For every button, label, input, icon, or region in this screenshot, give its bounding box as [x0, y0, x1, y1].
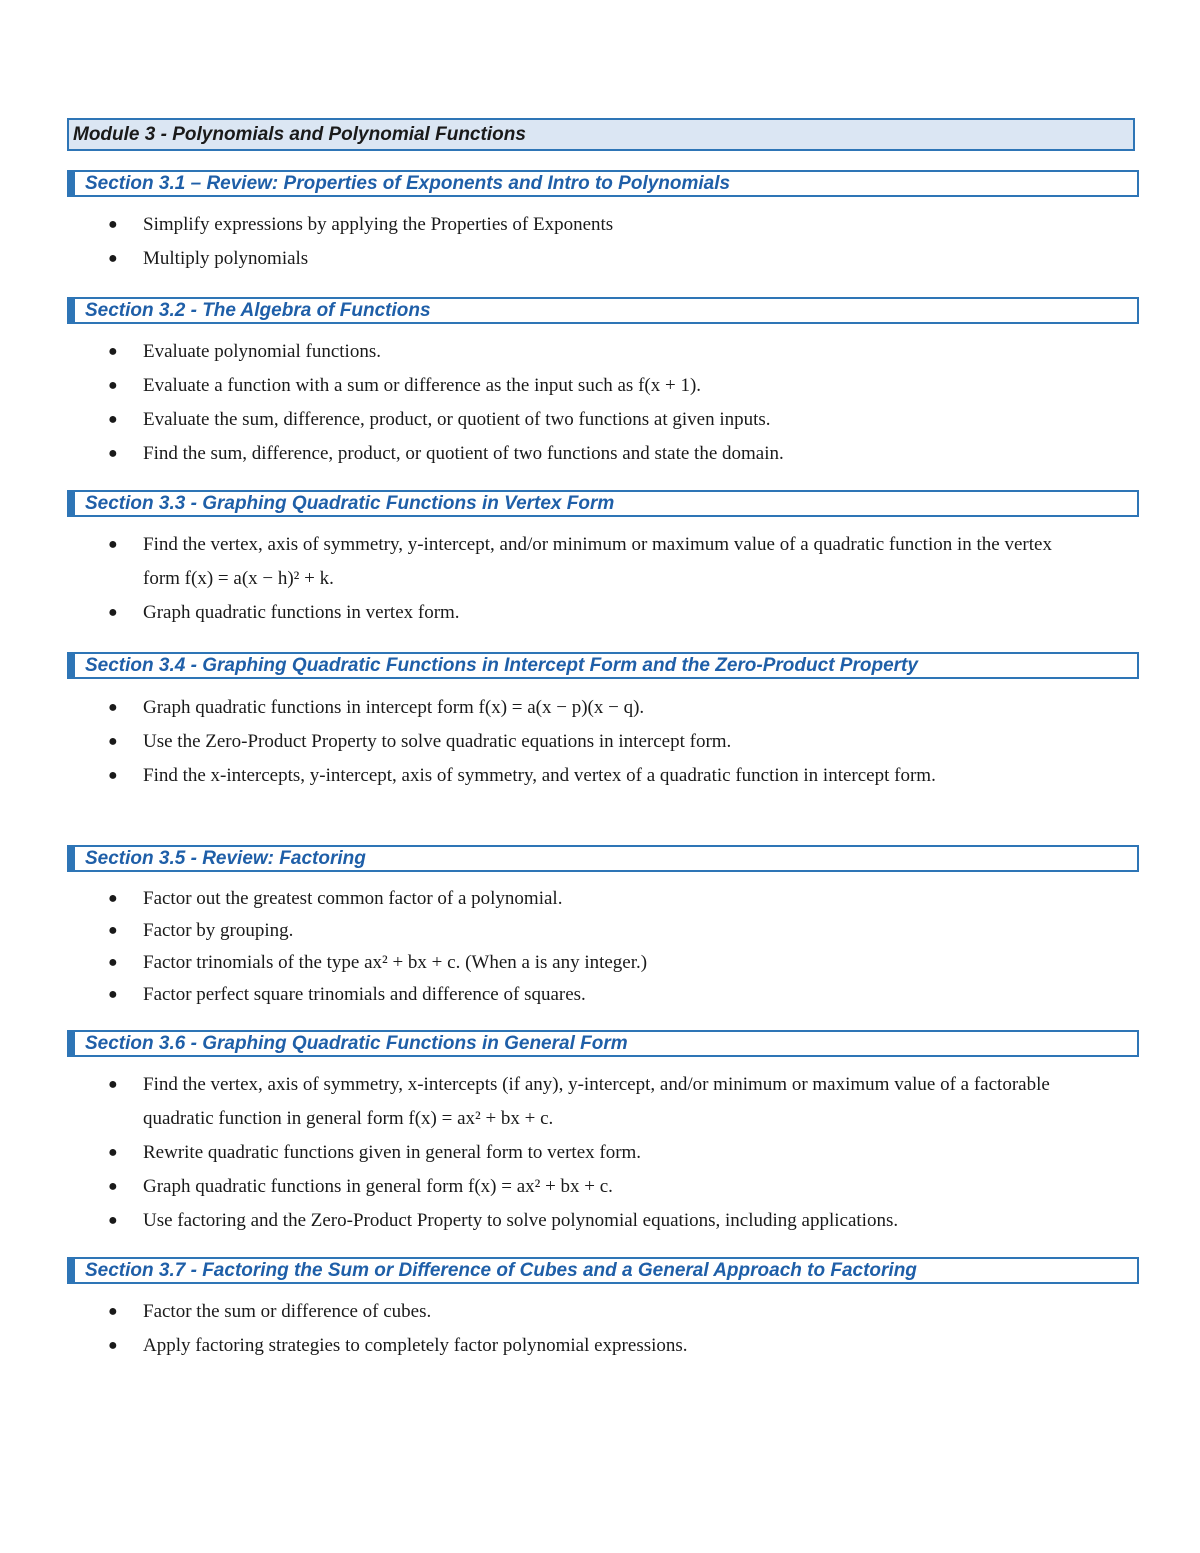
section-title: Section 3.3 - Graphing Quadratic Functions in Vertex Form — [85, 493, 615, 514]
section-3-5-objectives — [0, 883, 1200, 1011]
section-3-7-objectives — [0, 1295, 1200, 1363]
section-title: Section 3.2 - The Algebra of Functions — [85, 300, 431, 321]
section-3-6-objectives — [0, 1068, 1200, 1238]
bullet-icon: ● — [108, 343, 118, 360]
list-item: ● Factor trinomials of the type ax² + bx + c. (When a is any integer.) — [0, 947, 1200, 979]
section-title: Section 3.5 - Review: Factoring — [85, 848, 366, 869]
bullet-icon: ● — [108, 1337, 118, 1354]
bullet-icon: ● — [108, 733, 118, 750]
bullet-icon: ● — [108, 890, 118, 907]
list-item: ● Evaluate polynomial functions. — [0, 335, 1200, 369]
list-item: ● Find the vertex, axis of symmetry, x-intercepts (if any), y-intercept, and/or minimum or maximum value of a factorable quadratic function in general form f(x) = ax² + bx + c. — [0, 1068, 1200, 1136]
bullet-icon: ● — [108, 986, 118, 1003]
section-header-3-2 — [67, 297, 1139, 324]
bullet-icon: ● — [108, 1212, 118, 1229]
section-title: Section 3.1 – Review: Properties of Exponents and Intro to Polynomials — [85, 173, 731, 194]
list-item: ● Find the vertex, axis of symmetry, y-intercept, and/or minimum or maximum value of a quadratic function in the vertex form f(x) = a(x − h)² + k. — [0, 528, 1200, 596]
list-item: ● Multiply polynomials — [0, 242, 1200, 276]
section-header-3-6 — [67, 1030, 1139, 1057]
list-item: ● Evaluate a function with a sum or difference as the input such as f(x + 1). — [0, 369, 1200, 403]
section-3-3-objectives — [0, 528, 1200, 630]
section-3-2-objectives — [0, 335, 1200, 471]
list-item: ● Factor by grouping. — [0, 915, 1200, 947]
bullet-icon: ● — [108, 922, 118, 939]
list-item: ● Use factoring and the Zero-Product Property to solve polynomial equations, including applications. — [0, 1204, 1200, 1238]
section-header-3-5 — [67, 845, 1139, 872]
bullet-icon: ● — [108, 1144, 118, 1161]
section-header-3-4 — [67, 652, 1139, 679]
section-3-4-objectives — [0, 691, 1200, 793]
module-header — [67, 118, 1135, 151]
bullet-icon: ● — [108, 604, 118, 621]
list-item: ● Graph quadratic functions in general form f(x) = ax² + bx + c. — [0, 1170, 1200, 1204]
section-title: Section 3.4 - Graphing Quadratic Functions in Intercept Form and the Zero-Product Property — [85, 655, 918, 676]
section-header-3-3 — [67, 490, 1139, 517]
list-item: ● Find the x-intercepts, y-intercept, axis of symmetry, and vertex of a quadratic function in intercept form. — [0, 759, 1200, 793]
list-item: ● Factor the sum or difference of cubes. — [0, 1295, 1200, 1329]
list-item: ● Graph quadratic functions in intercept form f(x) = a(x − p)(x − q). — [0, 691, 1200, 725]
bullet-icon: ● — [108, 954, 118, 971]
bullet-icon: ● — [108, 1303, 118, 1320]
list-item: ● Find the sum, difference, product, or quotient of two functions and state the domain. — [0, 437, 1200, 471]
bullet-icon: ● — [108, 699, 118, 716]
bullet-icon: ● — [108, 1076, 118, 1093]
bullet-icon: ● — [108, 1178, 118, 1195]
bullet-icon: ● — [108, 445, 118, 462]
list-item: ● Simplify expressions by applying the Properties of Exponents — [0, 208, 1200, 242]
list-item: ● Apply factoring strategies to completely factor polynomial expressions. — [0, 1329, 1200, 1363]
section-title: Section 3.6 - Graphing Quadratic Functions in General Form — [85, 1033, 628, 1054]
section-3-1-objectives — [0, 208, 1200, 276]
bullet-icon: ● — [108, 377, 118, 394]
list-item: ● Rewrite quadratic functions given in general form to vertex form. — [0, 1136, 1200, 1170]
section-header-3-7 — [67, 1257, 1139, 1284]
bullet-icon: ● — [108, 411, 118, 428]
list-item: ● Graph quadratic functions in vertex form. — [0, 596, 1200, 630]
section-header-3-1 — [67, 170, 1139, 197]
list-item: ● Evaluate the sum, difference, product, or quotient of two functions at given inputs. — [0, 403, 1200, 437]
module-title: Module 3 - Polynomials and Polynomial Functions — [73, 124, 526, 145]
bullet-icon: ● — [108, 216, 118, 233]
bullet-icon: ● — [108, 536, 118, 553]
section-title: Section 3.7 - Factoring the Sum or Difference of Cubes and a General Approach to Factoring — [85, 1260, 917, 1281]
bullet-icon: ● — [108, 250, 118, 267]
bullet-icon: ● — [108, 767, 118, 784]
list-item: ● Factor perfect square trinomials and difference of squares. — [0, 979, 1200, 1011]
list-item: ● Factor out the greatest common factor of a polynomial. — [0, 883, 1200, 915]
list-item: ● Use the Zero-Product Property to solve quadratic equations in intercept form. — [0, 725, 1200, 759]
